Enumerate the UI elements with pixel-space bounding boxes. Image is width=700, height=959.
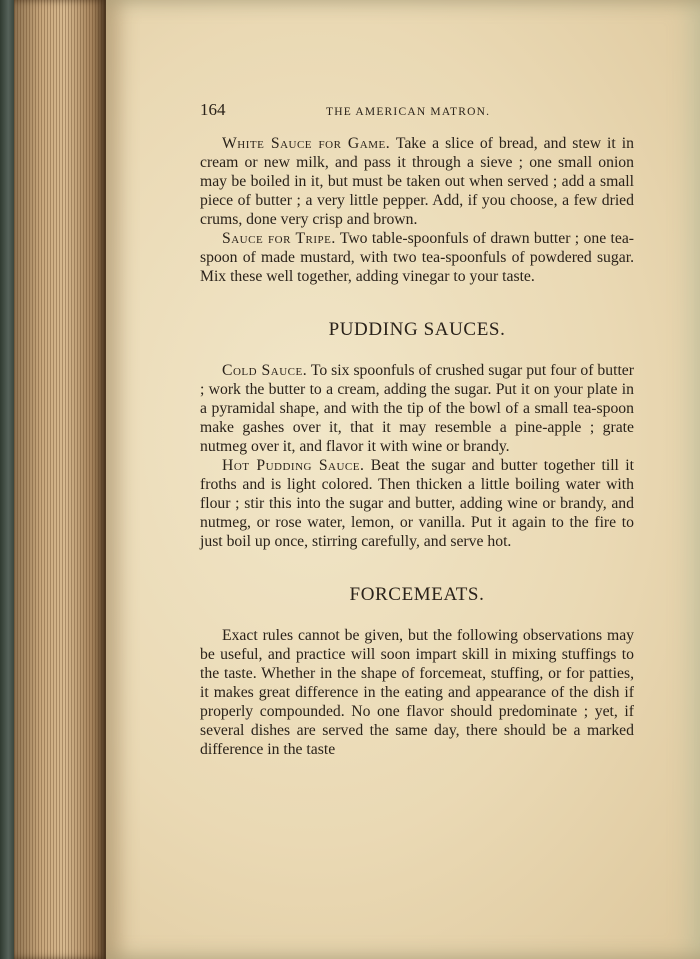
recipe-text: Two table-spoonfuls of drawn butter ; one tea-spoon of made mustard, with two tea-spoonfuls of powdered sugar. Mix these well together, adding vinegar to your taste.	[200, 230, 635, 285]
paragraph-white-sauce	[200, 134, 634, 229]
recipe-text: To six spoonfuls of crushed sugar put four of butter ; work the butter to a cream, adding the sugar. Put it on your plate in a pyramidal shape, and with the tip of the bowl of a small tea-spoon make gashes over it, that it may resemble a pine-apple ; grate nutmeg over it, and flavor it with wine or brandy.	[200, 362, 634, 455]
running-title: THE AMERICAN MATRON.	[326, 106, 491, 118]
paragraph-hot-pudding-sauce	[200, 456, 634, 551]
recipe-title: White Sauce for Game.	[222, 135, 391, 152]
paragraph-cold-sauce	[200, 361, 634, 456]
recipe-title: Sauce for Tripe.	[222, 230, 336, 247]
paragraph-forcemeats: Exact rules cannot be given, but the following observations may be useful, and practice will soon impart skill in mixing stuffings to the taste. Whether in the shape of forcemeat, stuffing, or for patties, it makes great difference in the eating and appearance of the dish if properly compounded. No one flavor should predominate ; yet, if several dishes are served the same day, there should be a marked difference in the taste	[200, 627, 634, 758]
section-heading-forcemeats: FORCEMEATS.	[349, 584, 485, 605]
book-spine	[0, 0, 14, 959]
page-number: 164	[200, 100, 226, 119]
paragraph-tripe-sauce	[200, 229, 634, 286]
page-content	[200, 100, 634, 759]
recipe-text: Beat the sugar and butter together till it froths and is light colored. Then thicken a little boiling water with flour ; stir this into the sugar and butter, adding wine or brandy, and nutmeg, or rose water, lemon, or vanilla. Put it again to the fire to just boil up once, stirring carefully, and serve hot.	[200, 457, 634, 550]
page-edges	[14, 0, 106, 959]
recipe-text: Take a slice of bread, and stew it in cream or new milk, and pass it through a sieve ; one small onion may be boiled in it, but must be taken out when served ; add a small piece of butter ; a very little pepper. Add, if you choose, a few dried crums, done very crisp and brown.	[200, 135, 634, 228]
recipe-title: Hot Pudding Sauce.	[222, 457, 365, 474]
section-heading-pudding-sauces: PUDDING SAUCES.	[328, 319, 506, 340]
recipe-title: Cold Sauce.	[222, 362, 308, 379]
running-head	[200, 100, 634, 122]
